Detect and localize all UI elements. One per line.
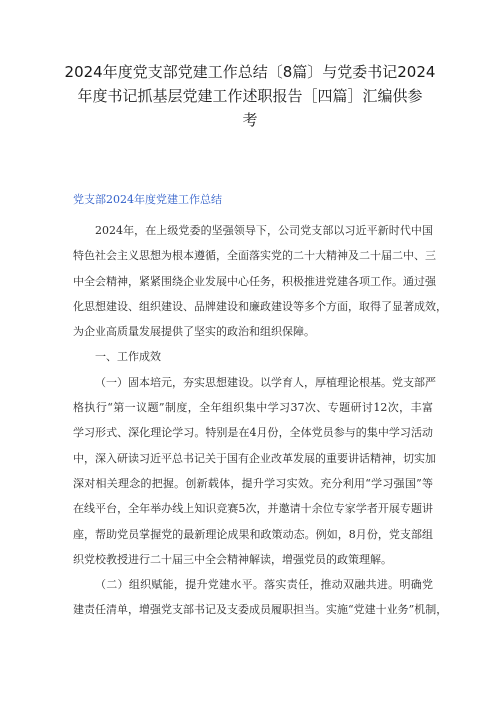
body-line: 学习形式、深化理论学习。特别是在4月份，全体党员参与的集中学习活动 bbox=[73, 426, 433, 440]
body-line: 中全会精神，紧紧围绕企业发展中心任务，积极推进党建各项工作。通过强 bbox=[73, 274, 436, 288]
body-line: 化思想建设、组织建设、品牌建设和廉政建设等多个方面，取得了显著成效， bbox=[73, 299, 447, 313]
body-line: （一）固本培元，夯实思想建设。以学育人，厚植理论根基。党支部严 bbox=[95, 375, 436, 389]
title-line: 2024年度党支部党建工作总结〔8篇〕与党委书记2024 bbox=[64, 63, 436, 81]
body-line: 格执行“第一议题”制度，全年组织集中学习37次、专题研讨12次，丰富 bbox=[73, 401, 433, 415]
body-line: 织党校教授进行二十届三中全会精神解读，增强党员的政策理解。 bbox=[73, 552, 392, 566]
body-line: 2024年，在上级党委的坚强领导下，公司党支部以习近平新时代中国 bbox=[95, 224, 433, 237]
body-line: 深对相关理念的把握。创新载体，提升学习实效。充分利用“学习强国”等 bbox=[73, 476, 433, 490]
section-heading: 党支部2024年度党建工作总结 bbox=[73, 193, 222, 206]
body-line: 为企业高质量发展提供了坚实的政治和组织保障。 bbox=[73, 325, 315, 339]
body-line: 中，深入研读习近平总书记关于国有企业改革发展的重要讲话精神，切实加 bbox=[73, 451, 436, 465]
body-text bbox=[73, 218, 448, 623]
body-line: 特色社会主义思想为根本遵循，全面落实党的二十大精神及二十届二中、三 bbox=[73, 249, 436, 263]
body-line: 建责任清单，增强党支部书记及支委成员履职担当。实施“党建十业务”机制， bbox=[73, 603, 448, 617]
body-line: 在线平台，全年举办线上知识竞赛5次，并邀请十余位专家学者开展专题讲 bbox=[73, 502, 433, 516]
body-line: （二）组织赋能，提升党建水平。落实责任，推动双融共进。明确党 bbox=[95, 578, 433, 592]
title-line: 考 bbox=[242, 111, 258, 129]
body-line: 一、工作成效 bbox=[95, 350, 161, 364]
title-line: 年度书记抓基层党建工作述职报告［四篇］汇编供参 bbox=[77, 87, 423, 105]
body-line: 座，帮助党员掌握党的最新理论成果和政策动态。例如，8月份，党支部组 bbox=[73, 527, 433, 541]
document-title bbox=[58, 60, 442, 132]
